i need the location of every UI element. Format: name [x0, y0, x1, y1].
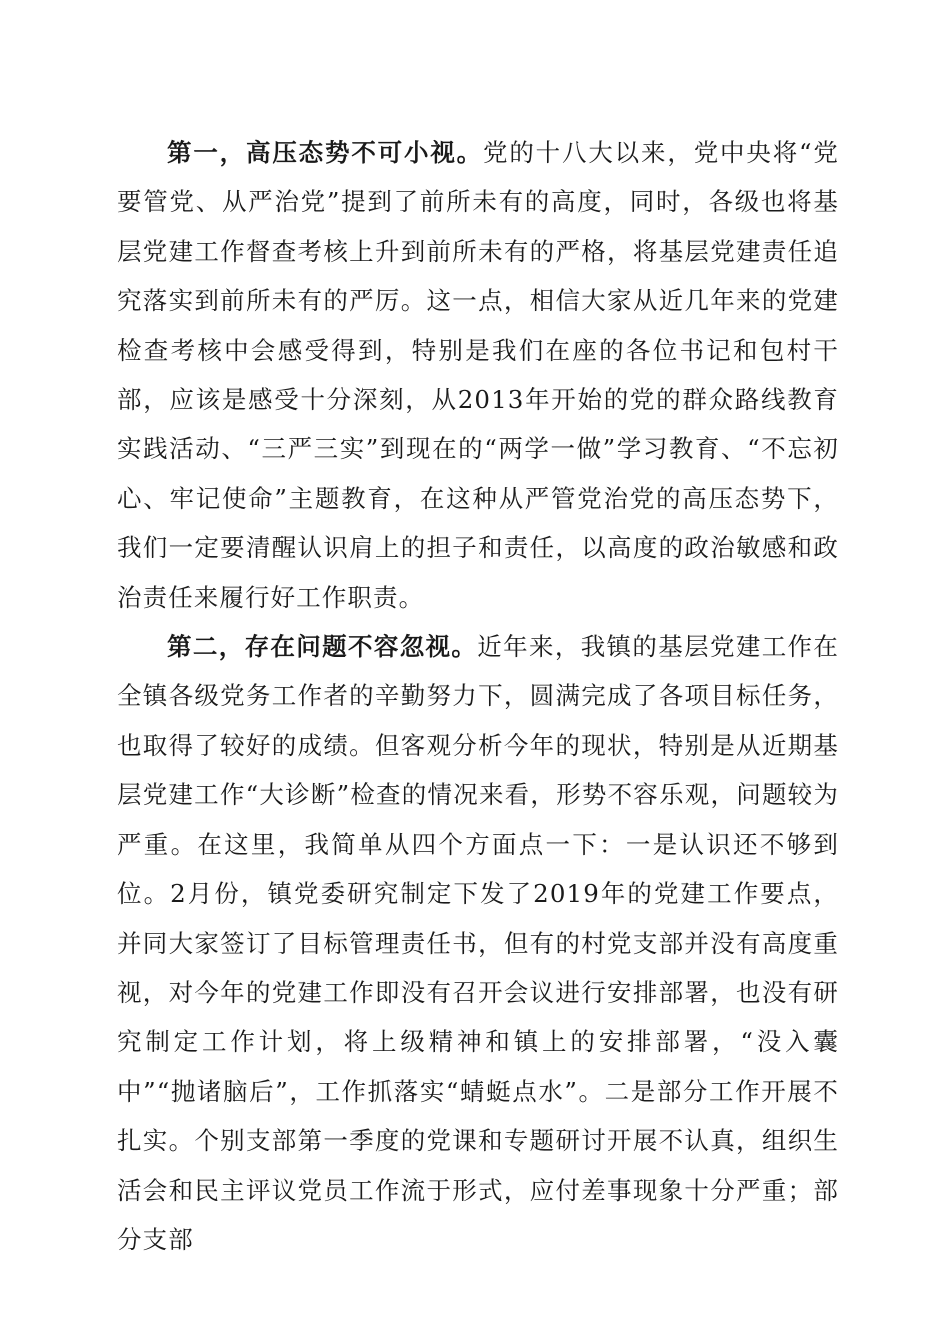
paragraph-heading: 第一，高压态势不可小视。 — [167, 138, 484, 167]
paragraph-first — [117, 128, 839, 622]
paragraph-text: 近年来，我镇的基层党建工作在全镇各级党务工作者的辛勤努力下，圆满完成了各项目标任务，也取得了较好的成绩。但客观分析今年的现状，特别是从近期基层党建工作“大诊断”检查的情况来看，形势不容乐观，问题较为严重。在这里，我简单从四个方面点一下：一是认识还不够到位。2月份，镇党委研究制定下发了2019年的党建工作要点，并同大家签订了目标管理责任书，但有的村党支部并没有高度重视，对今年的党建工作即没有召开会议进行安排部署，也没有研究制定工作计划，将上级精神和镇上的安排部署，“没入囊中”“抛诸脑后”，工作抓落实“蜻蜓点水”。二是部分工作开展不扎实。个别支部第一季度的党课和专题研讨开展不认真，组织生活会和民主评议党员工作流于形式，应付差事现象十分严重；部分支部 — [117, 632, 840, 1254]
paragraph-second — [117, 622, 839, 1264]
paragraph-heading: 第二，存在问题不容忽视。 — [167, 632, 478, 662]
paragraph-text: 党的十八大以来，党中央将“党要管党、从严治党”提到了前所未有的高度，同时，各级也将基层党建工作督查考核上升到前所未有的严格，将基层党建责任追究落实到前所未有的严厉。这一点，相信大家从近几年来的党建检查考核中会感受得到，特别是我们在座的各位书记和包村干部，应该是感受十分深刻，从2013年开始的党的群众路线教育实践活动、“三严三实”到现在的“两学一做”学习教育、“不忘初心、牢记使命”主题教育，在这种从严管党治党的高压态势下，我们一定要清醒认识肩上的担子和责任，以高度的政治敏感和政治责任来履行好工作职责。 — [117, 138, 839, 612]
document-body — [117, 128, 839, 1264]
